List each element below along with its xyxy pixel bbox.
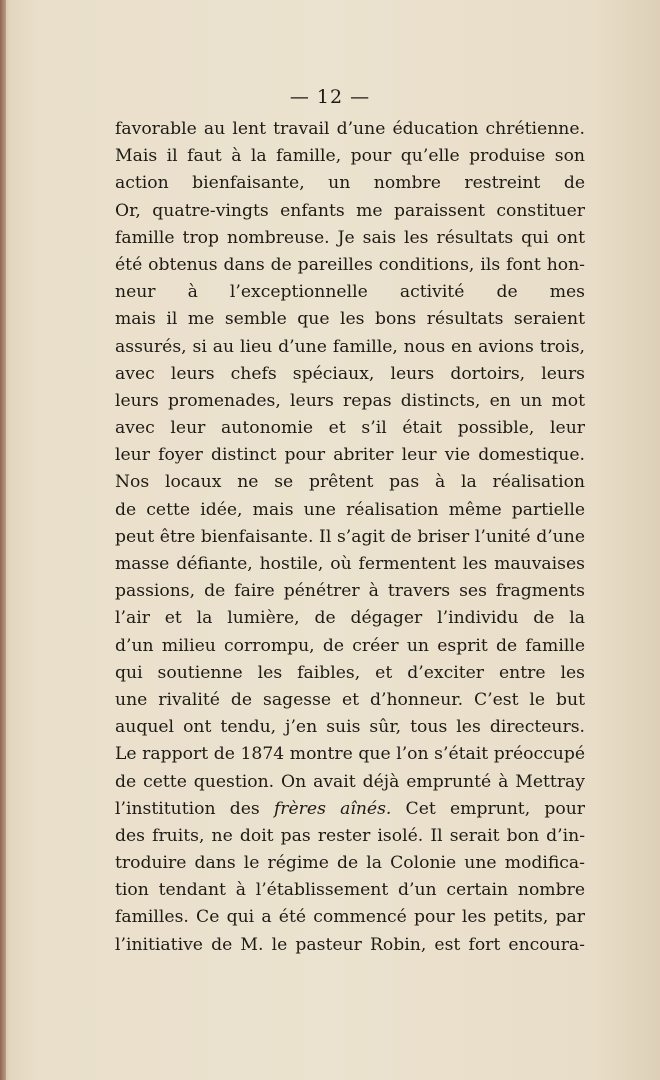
text-line [115,904,585,931]
text-line [115,442,585,469]
text-line [115,796,585,823]
text-line-content: l’air et la lumière, de dégager l’individu de la [115,608,585,629]
text-line-content: de cette idée, mais une réalisation même partielle [115,499,585,520]
text-line-content: masse défiante, hostile, où fermentent les mauvaises [115,554,585,574]
text-line-content [115,799,585,823]
page-number: — 12 — [289,86,371,108]
text-line-content: assurés, si au lieu d’une famille, nous en avions trois, [115,336,585,357]
italic-text-run: frères aînés. [273,798,392,819]
text-line [115,714,585,741]
text-line-content: Mais il faut à la famille, pour qu’elle produise son [115,146,585,167]
text-line-content: qui soutienne les faibles, et d’exciter entre les [115,662,585,683]
text-line-content: leur foyer distinct pour abriter leur vie domestique. [115,445,585,466]
text-line-content: auquel ont tendu, j’en suis sûr, tous les directeurs. [115,717,585,738]
text-run: Cet emprunt, pour [405,798,585,819]
text-line [115,605,585,632]
text-line [115,524,585,551]
text-run: l’institution des [115,798,274,819]
text-line [115,143,585,170]
text-line-content: de cette question. On avait déjà emprunté à Mettray [115,771,585,792]
text-line [115,170,585,197]
text-line [115,823,585,850]
text-line [115,687,585,714]
text-line [115,306,585,333]
text-line [115,469,585,496]
text-line-content: avec leurs chefs spéciaux, leurs dortoirs, leurs [115,363,585,384]
text-line-content: Nos locaux ne se prêtent pas à la réalisation [115,472,585,493]
text-line [115,497,585,524]
text-line [115,116,585,143]
text-line [115,660,585,687]
text-line [115,769,585,796]
text-line [115,877,585,904]
text-line [115,633,585,660]
text-line-content: action bienfaisante, un nombre restreint de [115,173,585,194]
text-line-content: Or, quatre-vingts enfants me paraissent constituer [115,200,585,221]
text-line-content: des fruits, ne doit pas rester isolé. Il serait bon d’in- [115,825,585,846]
text-line-content: été obtenus dans de pareilles conditions, ils font hon- [115,254,585,275]
text-line-content: favorable au lent travail d’une éducation chrétienne. [115,119,585,139]
text-line-content: familles. Ce qui a été commencé pour les petits, par [115,907,585,928]
text-line-content: famille trop nombreuse. Je sais les résultats qui ont [115,227,585,248]
text-line-content: Le rapport de 1874 montre que l’on s’était préoccupé [115,744,585,765]
text-line [115,578,585,605]
text-line [115,932,585,959]
text-line-content: tion tendant à l’établissement d’un certain nombre [115,880,585,901]
text-line [115,361,585,388]
text-line-content: troduire dans le régime de la Colonie une modifica- [115,853,585,874]
text-line-content: leurs promenades, leurs repas distincts, en un mot [115,390,585,411]
text-line [115,388,585,415]
text-line-content: mais il me semble que les bons résultats seraient [115,309,585,330]
text-line-content: avec leur autonomie et s’il était possible, leur [115,418,585,439]
text-line [115,415,585,442]
text-line [115,198,585,225]
text-line [115,334,585,361]
text-line [115,252,585,279]
text-line-content: passions, de faire pénétrer à travers ses fragments [115,581,585,602]
text-line [115,279,585,306]
binding-edge [0,0,6,1080]
text-line-content: une rivalité de sagesse et d’honneur. C’est le but [115,689,585,710]
text-line [115,850,585,877]
text-line [115,741,585,768]
body-text [115,116,585,959]
text-line [115,551,585,578]
text-line-content: d’un milieu corrompu, de créer un esprit de famille [115,635,585,656]
text-line-content: neur à l’exceptionnelle activité de mes [115,282,585,303]
text-line-content: peut être bienfaisante. Il s’agit de briser l’unité d’une [115,526,585,547]
text-line [115,225,585,252]
text-line-content: l’initiative de M. le pasteur Robin, est fort encoura- [115,934,585,955]
